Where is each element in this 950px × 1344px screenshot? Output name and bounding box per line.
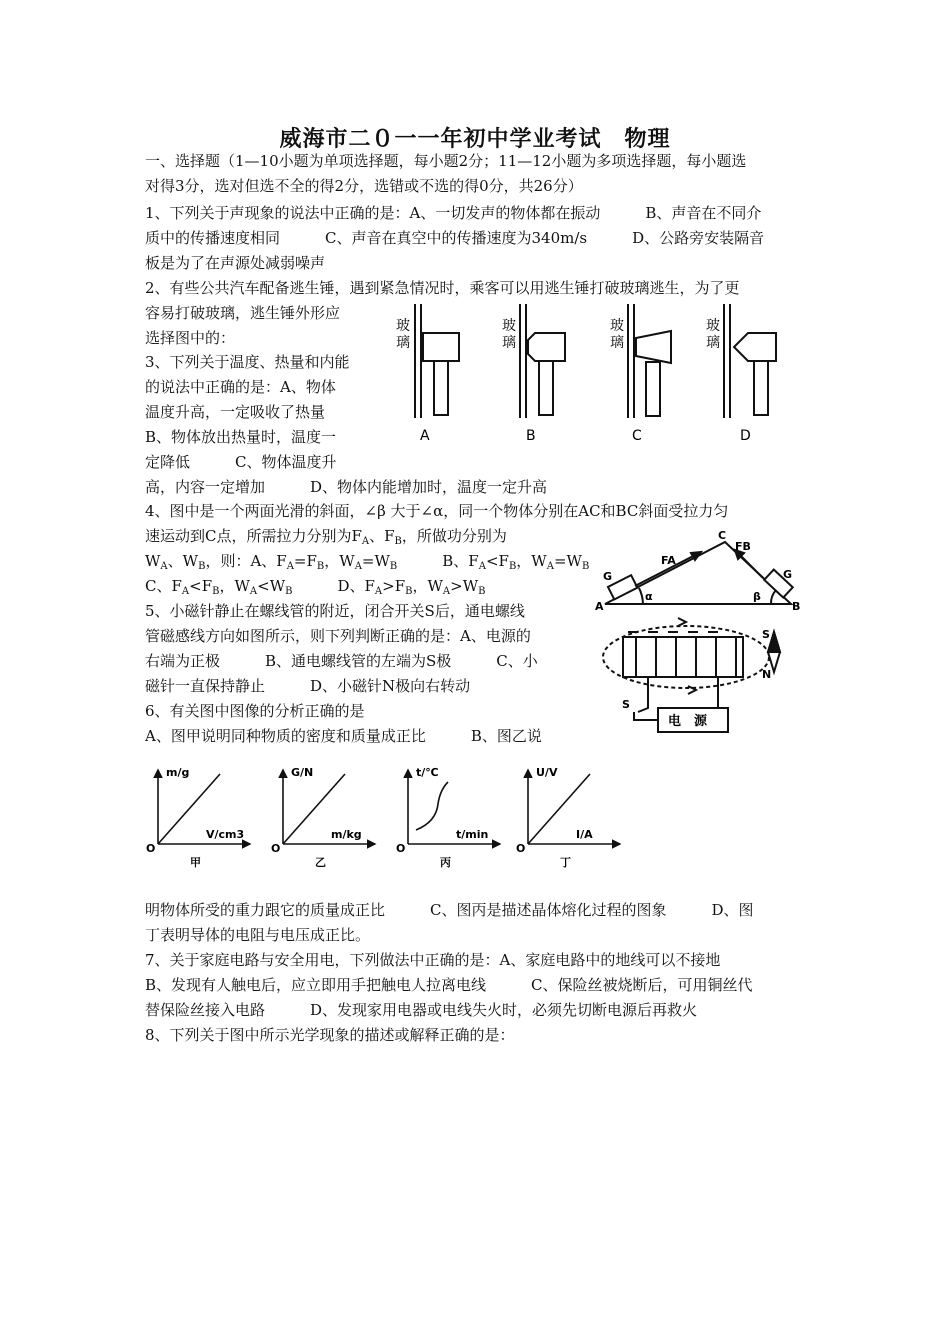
question-3-cont: B、物体放出热量时，温度一	[145, 428, 337, 446]
question-8: 8、下列关于图中所示光学现象的描述或解释正确的是：	[145, 1026, 515, 1044]
origin-label: O	[146, 842, 156, 855]
glass-label: 璃	[610, 335, 624, 351]
hammer-figure	[390, 300, 790, 450]
question-6-cont: 明物体所受的重力跟它的质量成正比 C、图丙是描述晶体熔化过程的图象 D、图	[145, 901, 754, 919]
question-3: 3、下列关于温度、热量和内能	[145, 353, 350, 371]
question-2-cont: 选择图中的：	[145, 329, 236, 347]
y-axis-label: G/N	[291, 766, 314, 779]
graph-caption: 丁	[560, 856, 571, 869]
question-1: 1、下列关于声现象的说法中正确的是：A、一切发声的物体都在振动 B、声音在不同介	[145, 204, 762, 222]
question-6: 6、有关图中图像的分析正确的是	[145, 702, 365, 720]
power-source-label: 电 源	[668, 714, 708, 729]
question-6-cont: A、图甲说明同种物质的密度和质量成正比 B、图乙说	[145, 727, 542, 745]
question-3-cont: 定降低 C、物体温度升	[145, 453, 337, 471]
question-3-cont: 温度升高，一定吸收了热量	[145, 403, 326, 421]
glass-label: 璃	[502, 335, 516, 351]
graph-caption: 乙	[315, 856, 326, 869]
glass-label: 玻	[706, 318, 720, 334]
x-axis-label: I/A	[576, 828, 593, 841]
graph-caption: 甲	[190, 856, 201, 869]
question-5-cont: 右端为正极 B、通电螺线管的左端为S极 C、小	[145, 652, 538, 670]
y-axis-label: U/V	[536, 766, 558, 779]
incline-figure	[595, 528, 820, 613]
force-a-label: FA	[661, 554, 676, 567]
weight-label: G	[603, 570, 613, 583]
question-1-cont: 板是为了在声源处减弱噪声	[145, 254, 326, 272]
graph-curve	[416, 782, 448, 830]
question-7: 7、关于家庭电路与安全用电，下列做法中正确的是：A、家庭电路中的地线可以不接地	[145, 951, 721, 969]
y-axis-label: m/g	[166, 766, 190, 779]
point-a-label: A	[595, 600, 604, 613]
origin-label: O	[516, 842, 526, 855]
glass-label: 玻	[610, 318, 624, 334]
question-5-cont: 管磁感线方向如图所示，则下列判断正确的是：A、电源的	[145, 627, 531, 645]
option-label-a: A	[420, 428, 430, 444]
glass-label: 玻	[502, 318, 516, 334]
question-5: 5、小磁针静止在螺线管的附近，闭合开关S后，通电螺线	[145, 602, 525, 620]
glass-label: 玻	[396, 318, 410, 334]
y-axis-label: t/℃	[416, 766, 439, 779]
question-7-cont: 替保险丝接入电路 D、发现家用电器或电线失火时，必须先切断电源后再救火	[145, 1001, 698, 1019]
section-heading-cont: 对得3分，选对但选不全的得2分，选错或不选的得0分，共26分）	[145, 177, 583, 195]
glass-label: 璃	[396, 335, 410, 351]
question-3-cont: 高，内容一定增加 D、物体内能增加时，温度一定升高	[145, 478, 548, 496]
origin-label: O	[271, 842, 281, 855]
beta-label: β	[753, 590, 761, 603]
question-4-options-cd: C、$F_A<F_B$，$W_A<W_B$ D、$F_A>F_B$，$W_A>W_B$	[145, 577, 486, 597]
x-axis-label: t/min	[456, 828, 489, 841]
x-axis-label: V/cm3	[206, 828, 245, 841]
question-2-cont: 容易打破玻璃，逃生锤外形应	[145, 304, 341, 322]
question-3-cont: 的说法中正确的是：A、物体	[145, 378, 336, 396]
point-b-label: B	[792, 600, 801, 613]
option-label-d: D	[740, 428, 751, 444]
option-label-c: C	[632, 428, 642, 444]
question-4: 4、图中是一个两面光滑的斜面，∠β 大于∠α，同一个物体分别在AC和BC斜面受拉力匀	[145, 502, 729, 520]
graph-caption: 丙	[440, 856, 451, 869]
question-5-cont: 磁针一直保持静止 D、小磁针N极向右转动	[145, 677, 471, 695]
needle-n-label: N	[762, 668, 772, 681]
page-title: 威海市二０一一年初中学业考试 物理	[279, 126, 671, 152]
alpha-label: α	[645, 590, 653, 603]
question-7-cont: B、发现有人触电后，应立即用手把触电人拉离电线 C、保险丝被烧断后，可用铜丝代	[145, 976, 753, 994]
force-b-label: FB	[735, 540, 751, 553]
weight-label: G	[783, 568, 793, 581]
question-2: 2、有些公共汽车配备逃生锤，遇到紧急情况时，乘客可以用逃生锤打破玻璃逃生，为了更	[145, 279, 740, 297]
switch-label: S	[622, 698, 630, 711]
graphs-figure	[140, 762, 620, 872]
needle-s-label: S	[762, 628, 770, 641]
question-4-options-ab: $W_A$、$W_B$，则：A、$F_A=F_B$，$W_A=W_B$ B、$F_A<F_B$，$W_A=W_B$	[145, 552, 590, 572]
point-c-label: C	[718, 529, 727, 542]
section-heading: 一、选择题（1—10小题为单项选择题，每小题2分；11—12小题为多项选择题，每小题选	[145, 152, 747, 170]
question-6-cont: 丁表明导体的电阻与电压成正比。	[145, 926, 371, 944]
option-label-b: B	[526, 428, 536, 444]
origin-label: O	[396, 842, 406, 855]
solenoid-figure	[598, 612, 808, 742]
question-1-cont: 质中的传播速度相同 C、声音在真空中的传播速度为340m/s D、公路旁安装隔音	[145, 229, 765, 247]
question-4-cont: 速运动到C点，所需拉力分别为$F_A$、$F_B$，所做功分别为	[145, 527, 507, 547]
x-axis-label: m/kg	[331, 828, 362, 841]
glass-label: 璃	[706, 335, 720, 351]
